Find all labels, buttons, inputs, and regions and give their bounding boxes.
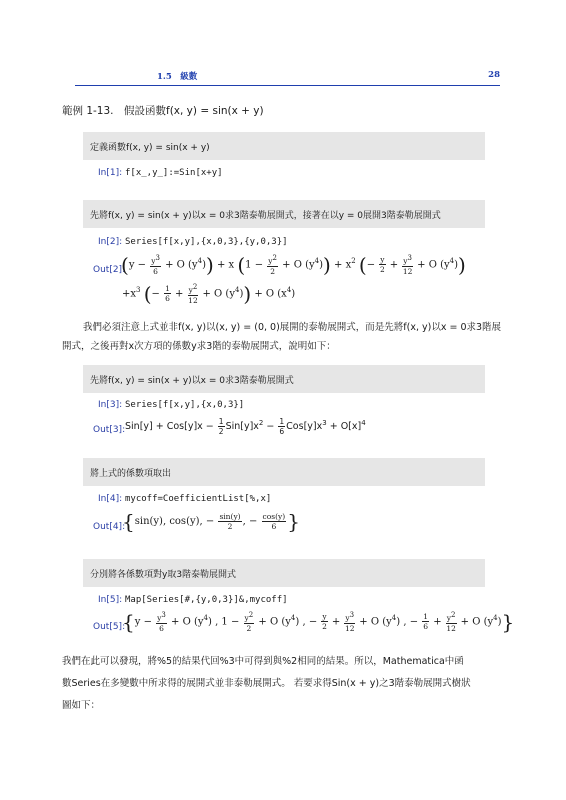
section-title: 1.5 級數 (157, 72, 198, 82)
paragraph-line: 數Series在多變數中所求得的展開式並非泰勒展開式。 若要求得Sin(x + y)之3階泰勒展開式樹狀 (62, 678, 471, 689)
comment-box (83, 132, 485, 160)
comment-text: 先將f(x, y) = sin(x + y)以x = 0求3階泰勒展開式 (90, 376, 294, 386)
comment-box (83, 365, 485, 393)
comment-text: 將上式的係數項取出 (90, 469, 172, 479)
input-code: Map[Series[#,{y,0,3}]&,mycoff] (125, 595, 288, 605)
comment-box (83, 458, 485, 486)
paragraph-line: 我們必須注意上式並非f(x, y)以(x, y) = (0, 0)展開的泰勒展開式，而是先將f(x, y)以x = 0求3階展 (83, 322, 502, 333)
output-label: Out[4]: (93, 522, 126, 532)
comment-text: 分別將各係數項對y取3階泰勒展開式 (90, 570, 237, 580)
paragraph-line: 開式，之後再對x次方項的係數y求3階的泰勒展開式，說明如下： (62, 341, 336, 352)
output-label: Out[5]: (93, 622, 126, 632)
header-rule (75, 85, 500, 86)
output-4: {sin(y), cos(y), − $\frac{\sin(y)}{2}$ , − $\frac{\cos(y)}{6}$ } (122, 509, 300, 534)
output-2-line-2: $+x^3$ (− $\frac{1}{6}$ + $\frac{y^2}{12}$ + O $(y^4)) + O$ $(x^4)$ (122, 281, 296, 306)
comment-text: 定義函數f(x, y) = sin(x + y) (90, 143, 210, 153)
output-2-line-1: (y − $\frac{y^3}{6}$ + O $(y^4)) + x$ (1 − $\frac{y^2}{2}$ + O $(y^4)) + x^2$ (− $\frac{y}{2}$ + $\frac{y^3}{12}$ + O $(y^4)$) (121, 252, 466, 277)
running-header (75, 70, 500, 82)
example-title: 範例 1-13. 假設函數f(x, y) = sin(x + y) (62, 105, 264, 117)
input-label: In[2]: (98, 237, 123, 247)
paragraph-line: 我們在此可以發現，將%5的結果代回%3中可得到與%2相同的結果。所以，Mathematica中函 (62, 656, 464, 667)
input-code: Series[f[x,y],{x,0,3}] (125, 400, 245, 410)
paragraph-line: 圖如下： (62, 700, 101, 711)
output-label: Out[3]: (93, 425, 126, 435)
input-code: Series[f[x,y],{x,0,3},{y,0,3}] (125, 237, 288, 247)
input-code: mycoff=CoefficientList[%,x] (125, 494, 272, 504)
comment-box (83, 559, 485, 587)
input-label: In[4]: (98, 494, 123, 504)
output-3: Sin[y] + Cos[y]x − $\frac{1}{2}$ $Sin[y]x^2$ − $\frac{1}{6}$ $Cos[y]x^3 + O[x]^4$ (125, 417, 366, 436)
input-label: In[1]: (98, 168, 123, 178)
output-5: {y − $\frac{y^3}{6}$ + O $(y^4)$ , 1 − $\frac{y^2}{2}$ + O $(y^4)$ , − $\frac{y}{2}$ + $\frac{y^3}{12}$ + O $(y^4)$ , − $\frac{1}{6}$ + $\frac{y^2}{12}$ + O $(y^4)$} (122, 609, 515, 634)
page-number: 28 (488, 70, 500, 80)
input-label: In[3]: (98, 400, 123, 410)
input-label: In[5]: (98, 595, 123, 605)
comment-text: 先將f(x, y) = sin(x + y)以x = 0求3階泰勒展開式，接著在以y = 0展開3階泰勒展開式 (90, 211, 441, 221)
input-code: f[x_,y_]:=Sin[x+y] (125, 168, 223, 178)
comment-box (83, 200, 485, 228)
output-label: Out[2]: (93, 265, 126, 275)
